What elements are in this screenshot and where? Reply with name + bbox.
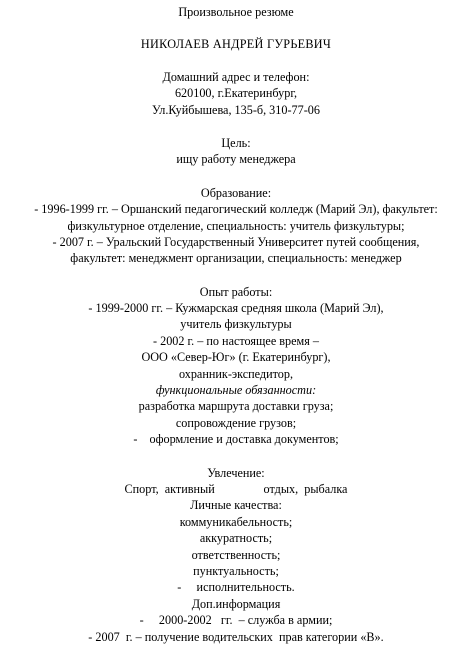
education-line: физкультурное отделение, специальность: учитель физкультуры;	[67, 218, 405, 233]
duties-heading: функциональные обязанности:	[155, 383, 317, 398]
duty-item: сопровождение грузов;	[175, 415, 297, 430]
job1-position: учитель физкультуры	[180, 317, 292, 332]
goal-heading: Цель:	[221, 135, 251, 150]
education-line: - 1996-1999 гг. – Оршанский педагогический колледж (Марий Эл), факультет:	[34, 202, 438, 217]
additional-item: - 2000-2002 гг. – служба в армии;	[139, 613, 333, 628]
duty-item: разработка маршрута доставки груза;	[138, 399, 334, 414]
quality-item: пунктуальность;	[193, 563, 279, 578]
hobby-text: Спорт, активный отдых, рыбалка	[124, 481, 348, 496]
qualities-heading: Личные качества:	[190, 498, 282, 513]
job2-employer: ООО «Север-Юг» (г. Екатеринбург),	[141, 350, 331, 365]
contact-city: 620100, г.Екатеринбург,	[174, 86, 298, 101]
quality-item: - исполнительность.	[177, 580, 295, 595]
contact-address-phone: Ул.Куйбышева, 135-б, 310-77-06	[152, 102, 320, 117]
job2-position: охранник-экспедитор,	[178, 366, 294, 381]
quality-item: аккуратность;	[199, 531, 273, 546]
education-line: факультет: менеджмент организации, специальность: менеджер	[70, 251, 402, 266]
job2-period: - 2002 г. – по настоящее время –	[153, 333, 319, 348]
quality-item: ответственность;	[191, 547, 281, 562]
additional-item: - 2007 г. – получение водительских прав категории «В».	[88, 629, 384, 644]
hobby-heading: Увлечение:	[207, 465, 265, 480]
candidate-name: НИКОЛАЕВ АНДРЕЙ ГУРЬЕВИЧ	[140, 37, 332, 52]
additional-heading: Доп.информация	[191, 596, 281, 611]
quality-item: коммуникабельность;	[179, 514, 293, 529]
education-line: - 2007 г. – Уральский Государственный Университет путей сообщения,	[52, 234, 420, 249]
education-heading: Образование:	[200, 185, 272, 200]
document-title: Произвольное резюме	[178, 5, 294, 19]
duty-item: - оформление и доставка документов;	[133, 432, 339, 447]
job1-period-employer: - 1999-2000 гг. – Кужмарская средняя школа (Марий Эл),	[88, 301, 384, 316]
experience-heading: Опыт работы:	[199, 284, 273, 299]
goal-text: ищу работу менеджера	[176, 152, 296, 167]
contact-heading: Домашний адрес и телефон:	[162, 69, 310, 84]
